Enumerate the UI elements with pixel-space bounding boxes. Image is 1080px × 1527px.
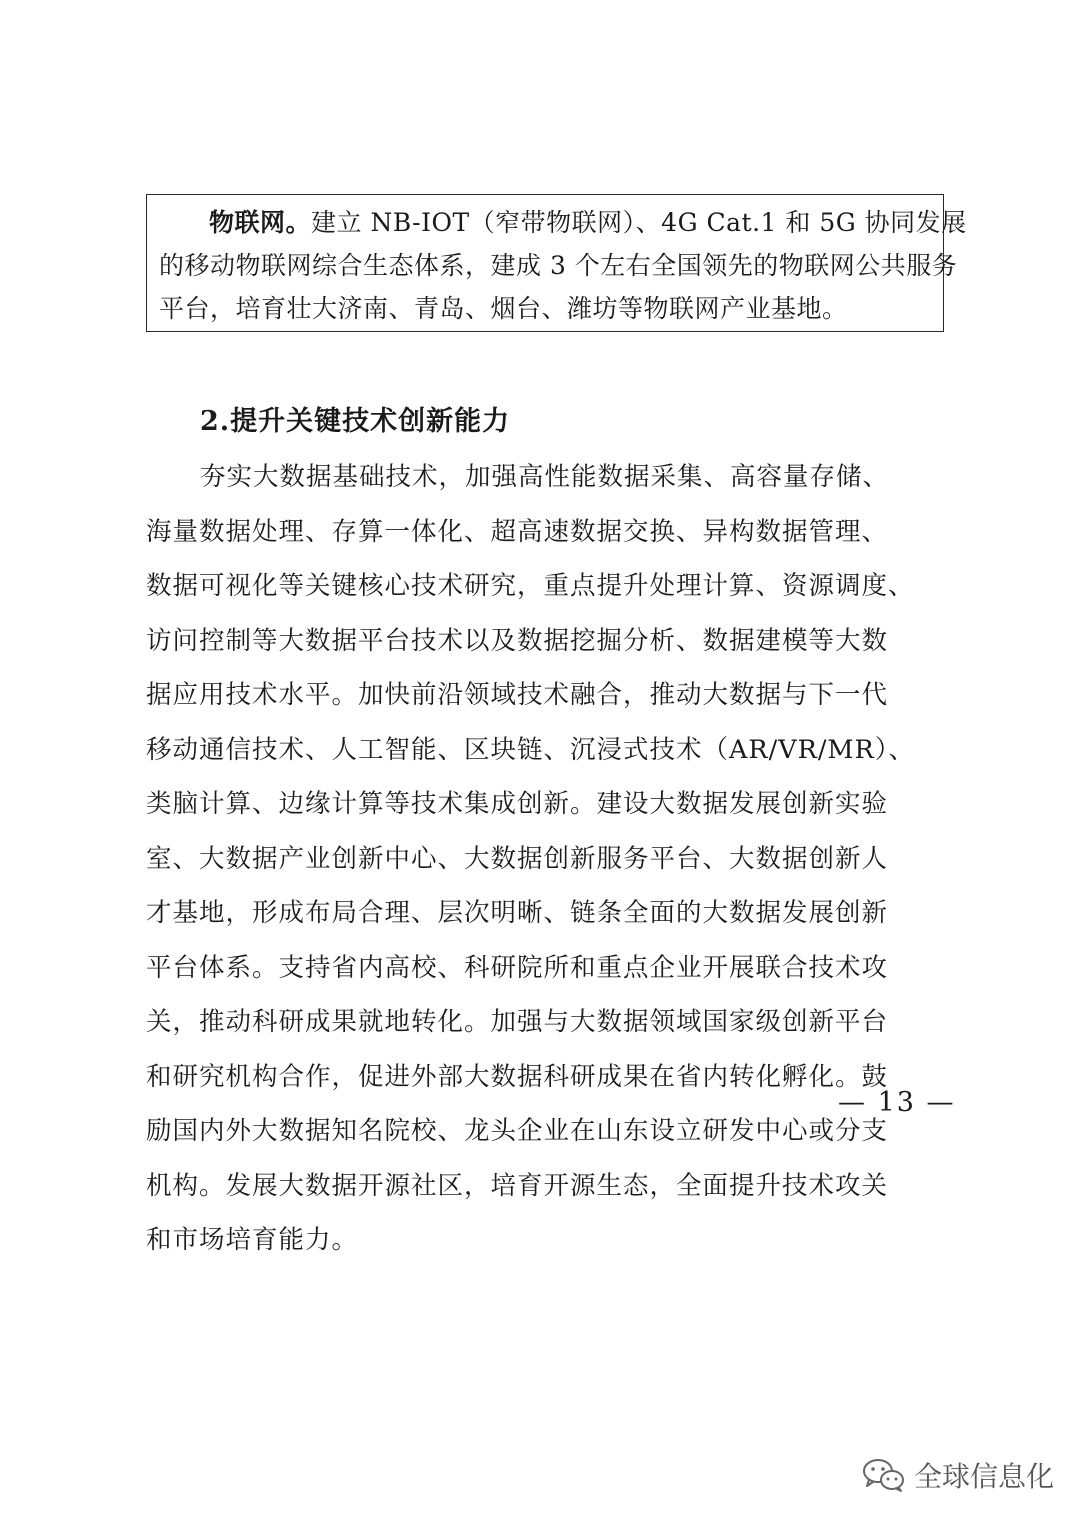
body-line: 数据可视化等关键核心技术研究，重点提升处理计算、资源调度、	[146, 571, 915, 601]
body-line: 夯实大数据基础技术，加强高性能数据采集、高容量存储、	[200, 462, 890, 492]
body-line: 励国内外大数据知名院校、龙头企业在山东设立研发中心或分支	[146, 1116, 889, 1146]
body-line: 类脑计算、边缘计算等技术集成创新。建设大数据发展创新实验	[146, 789, 889, 819]
section-heading: 2.提升关键技术创新能力	[200, 406, 511, 437]
section-body	[146, 450, 946, 1268]
box-line-2: 的移动物联网综合生态体系，建成 3 个左右全国领先的物联网公共服务	[159, 251, 958, 280]
body-line: 室、大数据产业创新中心、大数据创新服务平台、大数据创新人	[146, 843, 889, 874]
body-line: 才基地，形成布局合理、层次明晰、链条全面的大数据发展创新	[146, 898, 889, 928]
watermark	[862, 1455, 1054, 1495]
box-lead-term: 物联网。	[209, 208, 312, 237]
box-line-1	[159, 201, 967, 244]
body-line: 据应用技术水平。加快前沿领域技术融合，推动大数据与下一代	[146, 680, 889, 710]
highlight-box-iot	[146, 194, 967, 332]
box-line-1-text: 建立 NB-IOT（窄带物联网）、4G Cat.1 和 5G 协同发展	[311, 208, 967, 237]
body-line: 机构。发展大数据开源社区，培育开源生态，全面提升技术攻关	[146, 1170, 889, 1201]
body-line: 海量数据处理、存算一体化、超高速数据交换、异构数据管理、	[146, 516, 889, 547]
body-line: 关，推动科研成果就地转化。加强与大数据领域国家级创新平台	[146, 1007, 889, 1037]
watermark-text: 全球信息化	[914, 1460, 1055, 1493]
page-number: — 13 —	[838, 1087, 956, 1118]
box-line-3: 平台，培育壮大济南、青岛、烟台、潍坊等物联网产业基地。	[159, 294, 848, 323]
wechat-icon	[862, 1457, 906, 1493]
body-line: 移动通信技术、人工智能、区块链、沉浸式技术（AR/VR/MR）、	[146, 734, 915, 765]
body-line: 和市场培育能力。	[146, 1225, 359, 1255]
body-line: 平台体系。支持省内高校、科研院所和重点企业开展联合技术攻	[146, 952, 889, 983]
body-line: 访问控制等大数据平台技术以及数据挖掘分析、数据建模等大数	[146, 625, 889, 656]
body-line: 和研究机构合作，促进外部大数据科研成果在省内转化孵化。鼓	[146, 1061, 889, 1092]
